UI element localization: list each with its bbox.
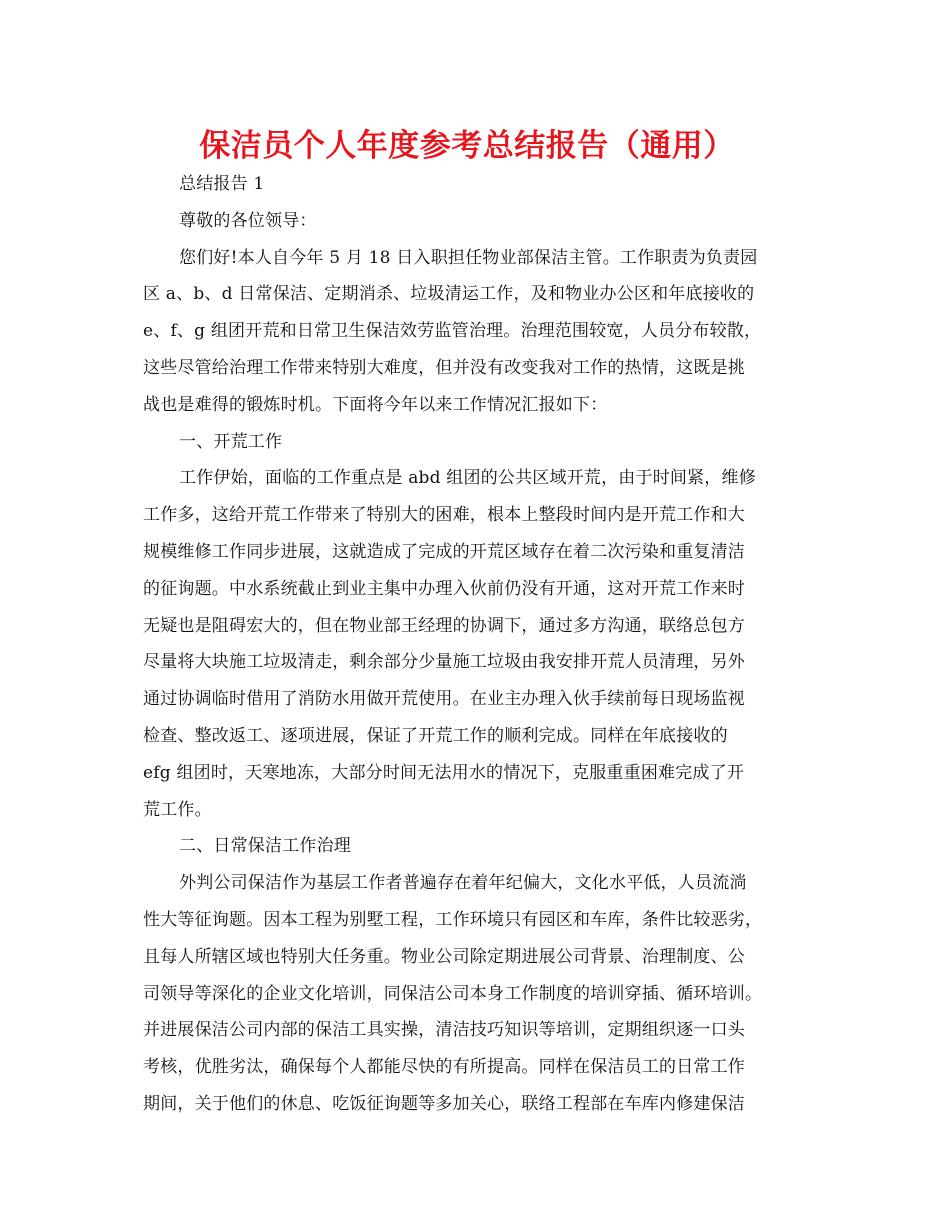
text-line: 您们好!本人自今年 5 月 18 日入职担任物业部保洁主管。工作职责为负责园 bbox=[179, 247, 758, 268]
text-line: 司领导等深化的企业文化培训，同保洁公司本身工作制度的培训穿插、循环培训。 bbox=[143, 983, 763, 1004]
text-line: 考核，优胜劣汰，确保每个人都能尽快的有所提高。同样在保洁员工的日常工作 bbox=[143, 1057, 745, 1078]
text-line: e、f、g 组团开荒和日常卫生保洁效劳监管治理。治理范围较宽，人员分布较散， bbox=[143, 321, 762, 342]
text-line: 二、日常保洁工作治理 bbox=[179, 836, 351, 857]
text-line: 无疑也是阻碍宏大的，但在物业部王经理的协调下，通过多方沟通，联络总包方 bbox=[143, 615, 745, 636]
text-line: 通过协调临时借用了消防水用做开荒使用。在业主办理入伙手续前每日现场监视 bbox=[143, 689, 745, 710]
text-line: 尽量将大块施工垃圾清走，剩余部分少量施工垃圾由我安排开荒人员清理，另外 bbox=[143, 652, 745, 673]
text-line: 外判公司保洁作为基层工作者普遍存在着年纪偏大，文化水平低，人员流淌 bbox=[179, 873, 747, 894]
text-line: 的征询题。中水系统截止到业主集中办理入伙前仍没有开通，这对开荒工作来时 bbox=[143, 578, 745, 599]
text-line: efg 组团时，天寒地冻，大部分时间无法用水的情况下，克服重重困难完成了开 bbox=[143, 762, 745, 783]
text-line: 荒工作。 bbox=[143, 799, 212, 820]
text-line: 工作伊始，面临的工作重点是 abd 组团的公共区域开荒，由于时间紧，维修 bbox=[179, 468, 756, 489]
text-line: 总结报告 1 bbox=[179, 174, 265, 194]
document-body bbox=[143, 166, 803, 1123]
text-line: 检查、整改返工、逐项进展，保证了开荒工作的顺利完成。同样在年底接收的 bbox=[143, 725, 728, 746]
text-line: 规模维修工作同步进展，这就造成了完成的开荒区域存在着二次污染和重复清洁 bbox=[143, 541, 745, 562]
text-line: 战也是难得的锻炼时机。下面将今年以来工作情况汇报如下： bbox=[143, 394, 608, 415]
text-line: 尊敬的各位领导： bbox=[179, 210, 317, 231]
text-line: 区 a、b、d 日常保洁、定期消杀、垃圾清运工作，及和物业办公区和年底接收的 bbox=[143, 284, 755, 305]
text-line: 这些尽管给治理工作带来特别大难度，但并没有改变我对工作的热情，这既是挑 bbox=[143, 357, 745, 378]
text-line: 并进展保洁公司内部的保洁工具实操，清洁技巧知识等培训，定期组织逐一口头 bbox=[143, 1020, 745, 1041]
text-line: 且每人所辖区域也特别大任务重。物业公司除定期进展公司背景、治理制度、公 bbox=[143, 946, 745, 967]
document-title: 保洁员个人年度参考总结报告（通用） bbox=[199, 128, 735, 164]
text-line: 性大等征询题。因本工程为别墅工程，工作环境只有园区和车库，条件比较恶劣， bbox=[143, 909, 763, 930]
text-line: 工作多，这给开荒工作带来了特别大的困难，根本上整段时间内是开荒工作和大 bbox=[143, 505, 745, 526]
text-line: 一、开荒工作 bbox=[179, 431, 283, 452]
text-line: 期间，关于他们的休息、吃饭征询题等多加关心，联络工程部在车库内修建保洁 bbox=[143, 1093, 745, 1114]
